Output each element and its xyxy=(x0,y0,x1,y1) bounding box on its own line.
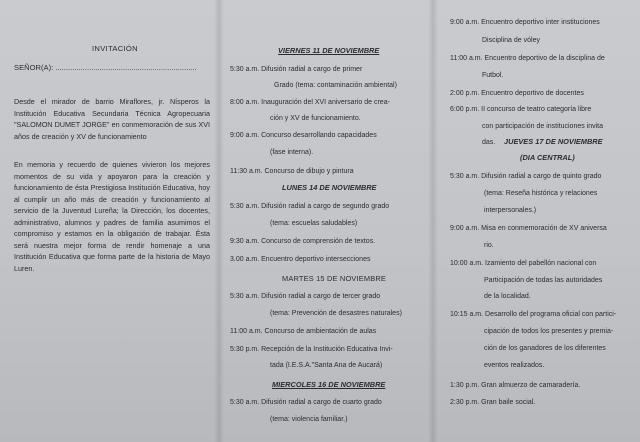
program-line: 11:00 a.m. Encuentro deportivo de la disciplina de xyxy=(450,55,605,62)
program-line: 10:15 a.m. Desarrollo del programa oficial con partici- xyxy=(450,311,617,318)
program-line: 5:30 a.m. Difusión radial a cargo de cuarto grado xyxy=(230,399,382,406)
program-line: 5:30 a.m. Difusión radial a cargo de quinto grado xyxy=(450,173,602,180)
program-line: Disciplina de vóley xyxy=(482,37,540,44)
fold-line-left xyxy=(214,0,224,442)
day-heading-wednesday: MIERCOLES 16 DE NOVIEMBRE xyxy=(272,380,386,389)
program-line: ción y XV de funcionamiento. xyxy=(270,115,361,122)
program-line: 6:00 p.m. II concurso de teatro categoría libre xyxy=(450,106,592,113)
program-line: 9:00 a.m. Concurso desarrollando capacidades xyxy=(230,132,377,139)
column-invitation xyxy=(4,0,214,442)
program-line: 9:30 a.m. Concurso de comprensión de textos. xyxy=(230,238,376,245)
program-line: cipación de todos los presentes y premia- xyxy=(484,328,614,335)
central-day-label: (DIA CENTRAL) xyxy=(520,153,575,162)
program-line: (tema: Prevención de desastres naturales) xyxy=(270,310,402,317)
program-line: de la localidad. xyxy=(484,293,531,300)
day-heading-tuesday: MARTES 15 DE NOVIEMBRE xyxy=(282,274,387,283)
intro-paragraph: Desde el mirador de barrio Miraflores, jr. Nísperos la Institución Educativa Secundaria Técnica Agropecuaria "SALOMON DUMET JORGE" en conmemoración de sus XVI años de creación y XV de funcionamiento xyxy=(14,97,210,141)
day-heading-friday: VIERNES 11 DE NOVIEMBRE xyxy=(278,46,380,55)
program-line: 5:30 a.m. Difusión radial a cargo de tercer grado xyxy=(230,293,381,300)
program-line: 3.00 a.m. Encuentro deportivo intersecciones xyxy=(230,256,371,263)
program-line: 5:30 a.m. Difusión radial a cargo de segundo grado xyxy=(230,203,390,210)
program-line: (fase interna). xyxy=(270,149,314,156)
program-line: (tema: violencia familiar.) xyxy=(270,416,348,423)
program-line: (tema: escuelas saludables) xyxy=(270,220,358,227)
fold-line-right xyxy=(428,0,438,442)
program-line: tada (I.E.S.A."Santa Ana de Aucará) xyxy=(270,362,383,369)
program-line: (tema: Reseña histórica y relaciones xyxy=(484,190,598,197)
program-line: 2:00 p.m. Encuentro deportivo de docentes xyxy=(450,90,584,97)
column-program-2 xyxy=(440,0,636,442)
program-line: 2:30 p.m. Gran baile social. xyxy=(450,399,536,406)
memory-paragraph: En memoria y recuerdo de quienes vivieron los mejores momentos de su vida y apoyaron para la creación y funcionamiento de ésta Prestigiosa Institución Educativa, hoy al cumplir un año más de creación y funcionamiento al servicio de la Juventud Lureña; la Dirección, los docentes, administrativo, alumnos y padres de familia asumimos el compromiso y estamos en la obligación de trabajar. Ésta será nuestra mejor forma de rendir homenaje a una Institución Educativa que forma parte de la historia de Mayo Luren. xyxy=(14,160,210,273)
day-heading-monday: LUNES 14 DE NOVIEMBRE xyxy=(282,183,377,192)
program-line: Grado (tema: contaminación ambiental) xyxy=(274,82,397,89)
program-line: Futbol. xyxy=(482,72,504,79)
program-line: das. xyxy=(482,139,496,146)
program-line: ción de los ganadores de los diferentes xyxy=(484,345,606,352)
program-line: 11:30 a.m. Concurso de dibujo y pintura xyxy=(230,168,354,175)
column-program-1 xyxy=(226,0,424,442)
program-line: 5:30 a.m. Difusión radial a cargo de primer xyxy=(230,66,363,73)
program-line: interpersonales.) xyxy=(484,207,537,214)
program-line: 5:30 p.m. Recepción de la Institución Educativa Invi- xyxy=(230,346,393,353)
salutation-line: SEÑOR(A): ................................................................... xyxy=(14,63,197,72)
program-line: 11:00 a.m. Concurso de ambientación de aulas xyxy=(230,328,377,335)
program-line: 8:00 a.m. Inauguración del XVI aniversario de crea- xyxy=(230,99,390,106)
program-line: 9:00 a.m. Encuentro deportivo inter instituciones xyxy=(450,19,600,26)
day-heading-thursday: JUEVES 17 DE NOVIEMBRE xyxy=(504,137,603,146)
program-line: rio. xyxy=(484,242,494,249)
program-line: 9:00 a.m. Misa en conmemoración de XV aniversa xyxy=(450,225,607,232)
invitation-title: INVITACIÓN xyxy=(92,44,138,53)
program-line: 10:00 a.m. Izamiento del pabellón nacional con xyxy=(450,260,597,267)
program-line: con participación de instituciones invita xyxy=(482,123,604,130)
program-line: 1:30 p.m. Gran almuerzo de camaradería. xyxy=(450,382,581,389)
program-line: eventos realizados. xyxy=(484,362,545,369)
program-line: Participación de todas las autoridades xyxy=(484,277,603,284)
